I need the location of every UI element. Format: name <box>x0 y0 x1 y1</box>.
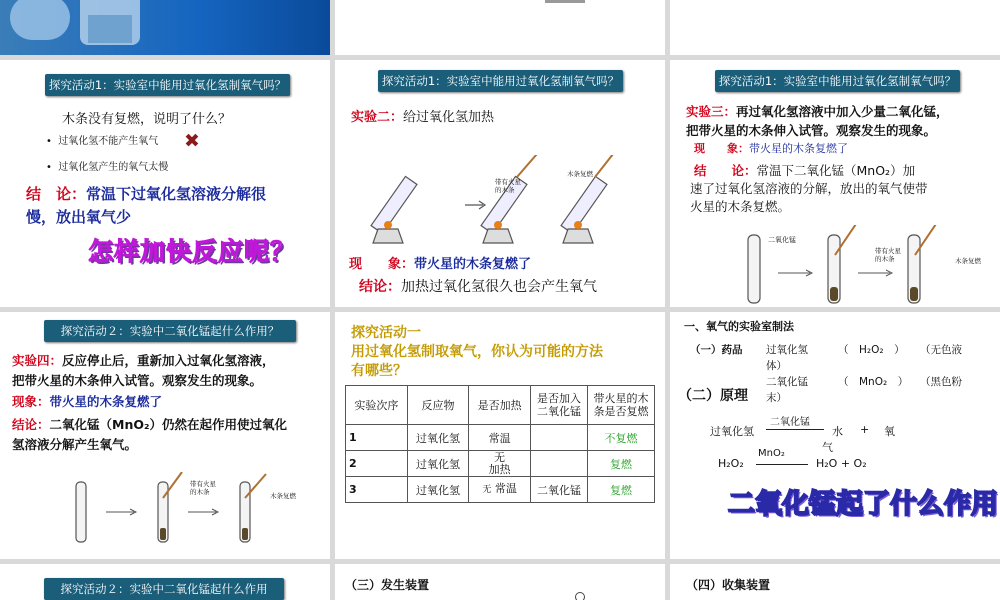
drug1-formula: （ H₂O₂ ） <box>838 344 905 356</box>
phenomenon-line: 现 象：带火星的木条复燃了 <box>694 142 848 155</box>
table-cell <box>531 425 588 451</box>
drug-label: （一）药品 <box>690 344 743 356</box>
slide-thumbnail-row1-3[interactable] <box>670 0 1000 55</box>
table-row <box>346 451 655 477</box>
equation-1-arrow <box>766 429 824 430</box>
fig-label-mno2: 二氧化锰 <box>768 236 796 244</box>
slide-thumbnail-9[interactable] <box>335 564 665 600</box>
table-cell: 不复燃 <box>588 425 655 451</box>
conclusion-line-1: 结 论：常温下二氧化锰（MnO₂）加 <box>694 163 916 178</box>
equation-2-right: H₂O + O₂ <box>816 457 867 470</box>
bullet-1: • 过氧化氢不能产生氧气 <box>46 136 159 147</box>
apparatus-stub <box>545 0 585 3</box>
slide-thumbnail-4[interactable] <box>670 60 1000 307</box>
fig-label-2a: 带有火星 <box>875 247 901 255</box>
table-cell: 过氧化氢 <box>407 451 469 477</box>
table-cell: 二氧化锰 <box>531 477 588 503</box>
wordart-question: 二氧化锰起了什么作用 <box>728 489 998 520</box>
question-text: 木条没有复燃，说明了什么？ <box>62 112 232 127</box>
experiment-line-1: 实验三：再过氧化氢溶液中加入少量二氧化锰， <box>686 104 949 119</box>
table-cell <box>531 451 588 477</box>
drug2-desc2: 末） <box>766 392 787 404</box>
table-cell: 1 <box>346 425 408 451</box>
table-header-row <box>346 386 655 425</box>
title-line-1: 探究活动一 <box>351 325 421 341</box>
table-cell: 2 <box>346 451 408 477</box>
slide-thumbnail-10[interactable] <box>670 564 1000 600</box>
section-title: 一、氧气的实验室制法 <box>684 320 794 333</box>
equation-1-catalyst: 二氧化锰 <box>770 417 810 428</box>
experiment-line-2: 把带火星的木条伸入试管。观察发生的现象。 <box>686 123 937 138</box>
cross-icon: ✖ <box>184 130 200 152</box>
conclusion-line-2: 慢，放出氧气少 <box>26 208 132 226</box>
equation-1-product-1: 水 <box>832 425 843 438</box>
conclusion-line-1: 结 论：常温下过氧化氢溶液分解很 <box>26 185 267 203</box>
conclusion-line: 结论：加热过氧化氢很久也会产生氧气 <box>359 279 597 295</box>
equation-2-catalyst: MnO₂ <box>758 448 785 459</box>
fig-label-2b: 的木条 <box>875 255 895 263</box>
fig-label-1b: 的木条 <box>495 186 515 194</box>
conclusion-line-2: 氢溶液分解产生氧气。 <box>12 437 138 452</box>
table-row <box>346 425 655 451</box>
slide-thumbnail-2[interactable] <box>0 60 330 307</box>
equation-1-left: 过氧化氢 <box>710 425 754 438</box>
table-cell: 无 加热 <box>469 451 531 477</box>
table-cell: 过氧化氢 <box>407 425 469 451</box>
experiment-line-2: 把带火星的木条伸入试管。观察发生的现象。 <box>12 373 263 388</box>
fig-label-2: 木条复燃 <box>567 170 593 178</box>
header-cell: 反应物 <box>407 386 469 425</box>
slide-header: 探究活动1：实验室中能用过氧化氢制氧气吗？ <box>715 70 960 92</box>
title-line-2: 用过氧化氢制取氧气，你认为可能的方法 <box>351 344 603 360</box>
phenomenon-line: 现象：带火星的木条复燃了 <box>12 394 163 409</box>
fig-label-1b: 的木条 <box>190 488 210 496</box>
equation-1-plus: + <box>860 423 870 436</box>
table-cell: 过氧化氢 <box>407 477 469 503</box>
slide-thumbnail-1[interactable] <box>0 0 330 55</box>
fig-label-1a: 带有火星 <box>190 480 216 488</box>
slide-thumbnail-row1-2[interactable] <box>335 0 665 55</box>
fig-label-2: 木条复燃 <box>270 492 296 500</box>
slide-header: 探究活动２：实验中二氧化锰起什么作用？ <box>44 320 296 342</box>
fig-label-1: 带有火星 <box>495 178 521 186</box>
drug1-desc: （无色液 <box>920 344 962 356</box>
wordart-title: 怎样加快反应呢？ <box>88 237 297 266</box>
slide-thumbnail-8[interactable] <box>0 564 330 600</box>
header-cell: 是否加入二氧化锰 <box>531 386 588 425</box>
title-line-3: 有哪些？ <box>351 363 407 379</box>
conclusion-line-3: 火星的木条复燃。 <box>690 199 791 214</box>
conclusion-line-1: 结论：二氧化锰（MnO₂）仍然在起作用使过氧化 <box>12 417 287 432</box>
slide-header: 探究活动1：实验室中能用过氧化氢制氧气吗？ <box>378 70 623 92</box>
equation-2-arrow <box>756 464 808 465</box>
table-cell: 常温 <box>469 425 531 451</box>
drug2-formula: （ MnO₂ ） <box>838 376 909 388</box>
equation-1-product-2b: 气 <box>822 441 833 454</box>
conclusion-line-2: 速了过氧化氢溶液的分解，放出的氧气使带 <box>690 181 928 196</box>
section-title: （三）发生装置 <box>345 578 430 592</box>
table-row <box>346 477 655 503</box>
header-cell: 带火星的木条是否复燃 <box>588 386 655 425</box>
slide-thumbnail-6[interactable] <box>335 312 665 559</box>
slide-1-photo <box>0 0 330 55</box>
phenomenon-line: 现 象：带火星的木条复燃了 <box>349 257 532 272</box>
drug2-desc: （黑色粉 <box>920 376 962 388</box>
drug1-desc2: 体） <box>766 360 787 372</box>
experiment-line-1: 实验四：反应停止后，重新加入过氧化氢溶液， <box>12 353 275 368</box>
drug2-name: 二氧化锰 <box>766 376 808 388</box>
equation-1-product-2: 氧 <box>884 425 895 438</box>
equation-2-left: H₂O₂ <box>718 457 744 470</box>
header-cell: 是否加热 <box>469 386 531 425</box>
slide-thumbnail-3[interactable] <box>335 60 665 307</box>
slide-thumbnail-5[interactable] <box>0 312 330 559</box>
heating-apparatus-figure <box>365 155 635 250</box>
slide-header: 探究活动２：实验中二氧化锰起什么作用 <box>44 578 284 600</box>
table-cell: 无 常温 <box>469 477 531 503</box>
table-cell: 3 <box>346 477 408 503</box>
experiment-table <box>345 385 655 503</box>
section-title: （四）收集装置 <box>686 578 771 592</box>
drug1-name: 过氧化氢 <box>766 344 808 356</box>
table-cell: 复燃 <box>588 477 655 503</box>
slide-thumbnail-7[interactable] <box>670 312 1000 559</box>
bullet-2: • 过氧化氢产生的氧气太慢 <box>46 162 169 173</box>
experiment-line: 实验二：给过氧化氢加热 <box>351 110 495 125</box>
flask-stub <box>575 592 585 600</box>
table-cell: 复燃 <box>588 451 655 477</box>
slide-header: 探究活动1：实验室中能用过氧化氢制氧气吗？ <box>45 74 290 96</box>
principle-label: （二）原理 <box>678 388 748 404</box>
header-cell: 实验次序 <box>346 386 408 425</box>
fig-label-3: 木条复燃 <box>955 257 981 265</box>
